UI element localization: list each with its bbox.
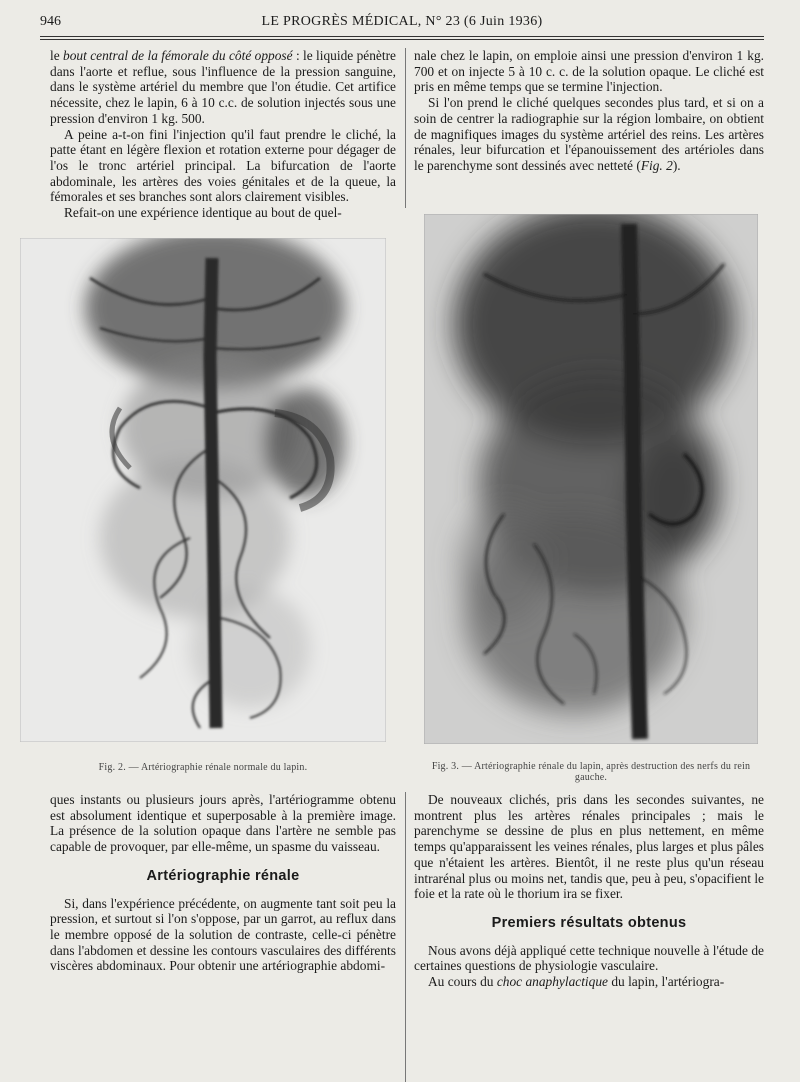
page-header [40,14,764,36]
paragraph: ques instants ou plusieurs jours après, l'artériogramme obtenu est absolument identique et superposable à la première image. La présence de la solution opaque dans l'artère ne semble pas capable de provoquer, par elle-même, un spasme du vaisseau. [50,792,396,855]
paragraph: A peine a-t-on fini l'injection qu'il faut prendre le cliché, la patte étant en légère flexion et rotation externe pour dégager de l'os le tronc artériel principal. La bifurcation de l'aorte abdominale, les artères des voies génitales et de la queue, la fémorales et ses branches sont alors clairement visibles. [50,126,396,205]
figure-2-caption: Fig. 2. — Artériographie rénale normale du lapin. [98,762,308,773]
radiograph-image-denervated [424,214,758,744]
column-divider [405,792,406,1082]
page-number: 946 [40,14,61,29]
section-title: Premiers résultats obtenus [491,914,687,931]
paragraph: Au cours du choc anaphylactique du lapin, l'artériogra- [428,974,725,990]
paragraph: De nouveaux clichés, pris dans les secondes suivantes, ne montrent plus les artères rénales principales ; mais le parenchyme se dessine de plus en plus nettement, en même temps qu'apparaissent les veines rénales, plus larges et plus pâles que n'étaient les artères. Bientôt, il ne reste plus qu'un réseau intrarénal plus ou moins net, tandis que, peu à peu, s'opacifient le foie et la rate où le thorium ira se fixer. [414,792,764,902]
figure-reference: Fig. 2 [640,157,673,173]
paragraph: Si l'on prend le cliché quelques secondes plus tard, et si on a soin de centrer la radiographie sur la région lombaire, on obtient de magnifiques images du système artériel des reins. Les artères rénales, leur bifurcation et l'épanouissement des artérioles dans le parenchyme sont dessinés avec netteté (Fig. 2). [414,95,764,173]
column-divider [405,48,406,208]
radiograph-image-normal [20,238,386,742]
header-rule [40,36,764,37]
header-rule-double [40,39,764,40]
paragraph: nale chez le lapin, on emploie ainsi une pression d'environ 1 kg. 700 et on injecte 5 à 10 c. c. de la solution opaque. Le cliché est pris en même temps que se termine l'injection. [414,48,764,95]
italic-phrase: bout central de la fémorale du côté opposé [63,48,293,63]
right-column-top [414,48,764,174]
left-column-bottom [50,792,396,974]
figure-2-radiograph [20,238,386,742]
paragraph: Refait-on une expérience identique au bout de quel- [64,205,342,221]
italic-phrase: choc anaphylactique [496,974,608,990]
paragraph: Si, dans l'expérience précédente, on augmente tant soit peu la pression, et surtout si l'on s'oppose, par un garrot, au reflux dans le membre opposé de la solution de contraste, celle-ci pénètre dans l'abdomen et dessine les contours vasculaires des différents viscères abdominaux. Pour obtenir une artériographie abdomi- [50,895,396,974]
journal-title: LE PROGRÈS MÉDICAL, N° 23 (6 Juin 1936) [261,14,543,29]
paragraph: Nous avons déjà appliqué cette technique nouvelle à l'étude de certaines questions de physiologie vasculaire. [414,942,764,974]
section-title: Artériographie rénale [146,867,300,884]
paragraph: le bout central de la fémorale du côté opposé : le liquide pénètre dans l'aorte et reflue, sous l'influence de la pression sanguine, dans le système artériel du membre que l'on étudie. Cet artifice nécessite, chez le lapin, 6 à 10 c.c. de solution injectés sous une pression d'environ 1 kg. 500. [50,48,396,126]
figure-3-caption: Fig. 3. — Artériographie rénale du lapin, après destruction des nerfs du rein gauche. [431,761,751,783]
figure-3-radiograph [424,214,758,744]
right-column-bottom [414,792,764,990]
left-column-top [50,48,396,221]
